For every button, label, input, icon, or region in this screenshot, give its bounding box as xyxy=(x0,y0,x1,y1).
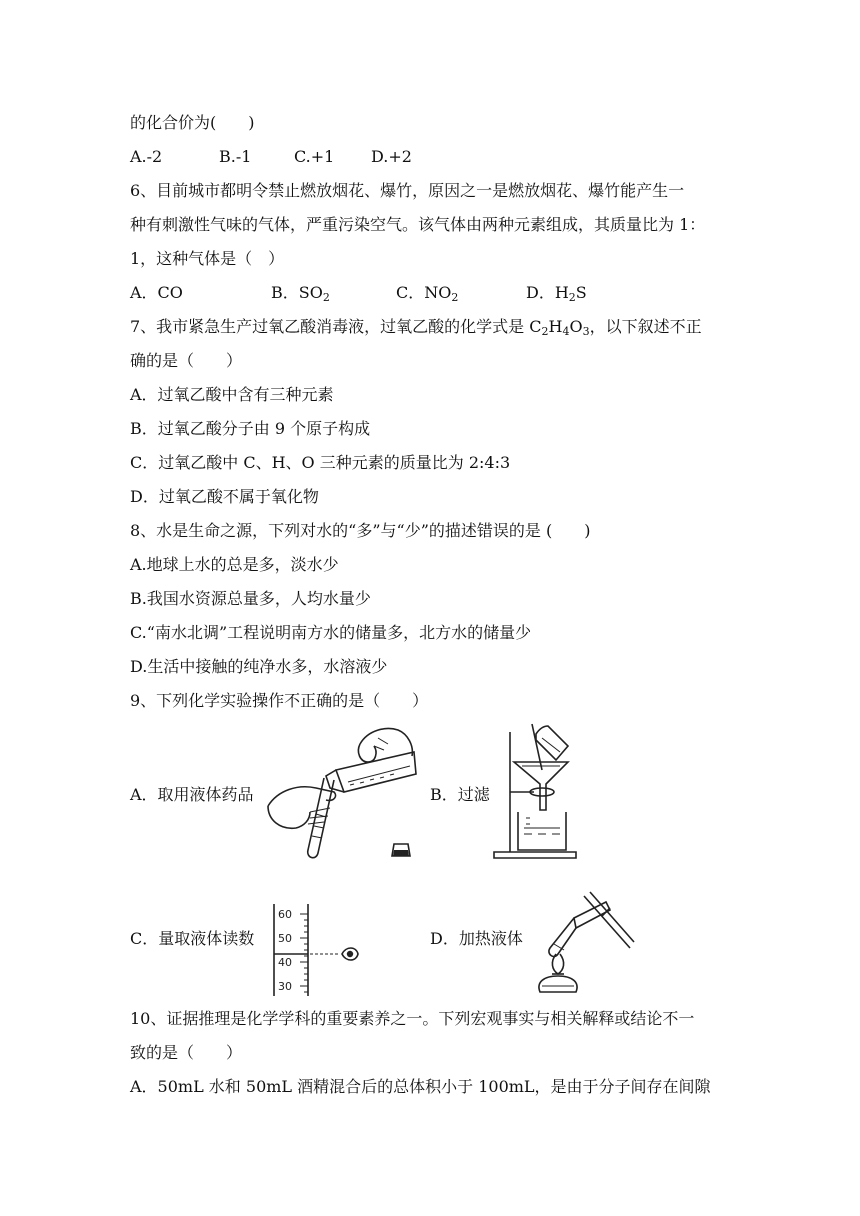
q9-stem: 9、下列化学实验操作不正确的是（ ） xyxy=(130,691,429,710)
q5-option-d: D.+2 xyxy=(371,147,412,166)
l1: 的化合价为( ) xyxy=(130,113,255,132)
q10-option-a: A．50mL 水和 50mL 酒精混合后的总体积小于 100mL，是由于分子间存在间隙 xyxy=(130,1077,711,1096)
pouring-liquid-illustration xyxy=(264,722,424,862)
q8-option-c: C.“南水北调”工程说明南方水的储量多，北方水的储量少 xyxy=(130,623,532,642)
q9-option-b-label: B．过滤 xyxy=(430,785,490,804)
q8-option-a: A.地球上水的总是多，淡水少 xyxy=(130,555,339,574)
q6-option-a: A．CO xyxy=(130,283,183,302)
q7-option-d: D．过氧乙酸不属于氧化物 xyxy=(130,487,319,506)
cylinder-tick-40: 40 xyxy=(278,956,292,969)
cylinder-tick-30: 30 xyxy=(278,980,292,993)
heating-liquid-illustration xyxy=(530,888,640,998)
q9-option-c-label: C．量取液体读数 xyxy=(130,929,255,948)
q6-line-2: 种有刺激性气味的气体，严重污染空气。该气体由两种元素组成，其质量比为 1： xyxy=(130,215,706,234)
q7-line-1: 7、我市紧急生产过氧乙酸消毒液，过氧乙酸的化学式是 $C_2H_4O_3$，以下叙述不正 xyxy=(130,317,702,338)
q6-line-1: 6、目前城市都明令禁止燃放烟花、爆竹，原因之一是燃放烟花、爆竹能产生一 xyxy=(130,181,685,200)
q10-line-1: 10、证据推理是化学学科的重要素养之一。下列宏观事实与相关解释或结论不一 xyxy=(130,1009,695,1028)
cylinder-tick-60: 60 xyxy=(278,908,292,921)
q10-line-2: 致的是（ ） xyxy=(130,1043,243,1062)
graduated-cylinder-illustration xyxy=(268,902,368,998)
q7-option-a: A．过氧乙酸中含有三种元素 xyxy=(130,385,334,404)
q7-option-c: C．过氧乙酸中 C、H、O 三种元素的质量比为 2:4:3 xyxy=(130,453,511,472)
q7-option-b: B．过氧乙酸分子由 9 个原子构成 xyxy=(130,419,371,438)
q6-option-b: B．$SO_2$ xyxy=(271,283,330,304)
q6-option-c: C．$NO_2$ xyxy=(396,283,459,304)
q9-option-a-label: A．取用液体药品 xyxy=(130,785,254,804)
q8-option-b: B.我国水资源总量多，人均水量少 xyxy=(130,589,371,608)
q5-option-b: B.-1 xyxy=(219,147,252,166)
q5-option-a: A.-2 xyxy=(130,147,163,166)
q5-option-c: C.+1 xyxy=(294,147,335,166)
q6-option-d: D．$H_2S$ xyxy=(526,283,587,304)
q8-option-d: D.生活中接触的纯净水多，水溶液少 xyxy=(130,657,388,676)
q7-line-2: 确的是（ ） xyxy=(130,351,243,370)
q9-option-d-label: D．加热液体 xyxy=(430,929,523,948)
filtration-illustration xyxy=(490,720,640,860)
q8-stem: 8、水是生命之源，下列对水的“多”与“少”的描述错误的是 ( ) xyxy=(130,521,591,540)
q6-line-3: 1，这种气体是（ ） xyxy=(130,249,285,268)
cylinder-tick-50: 50 xyxy=(278,932,292,945)
